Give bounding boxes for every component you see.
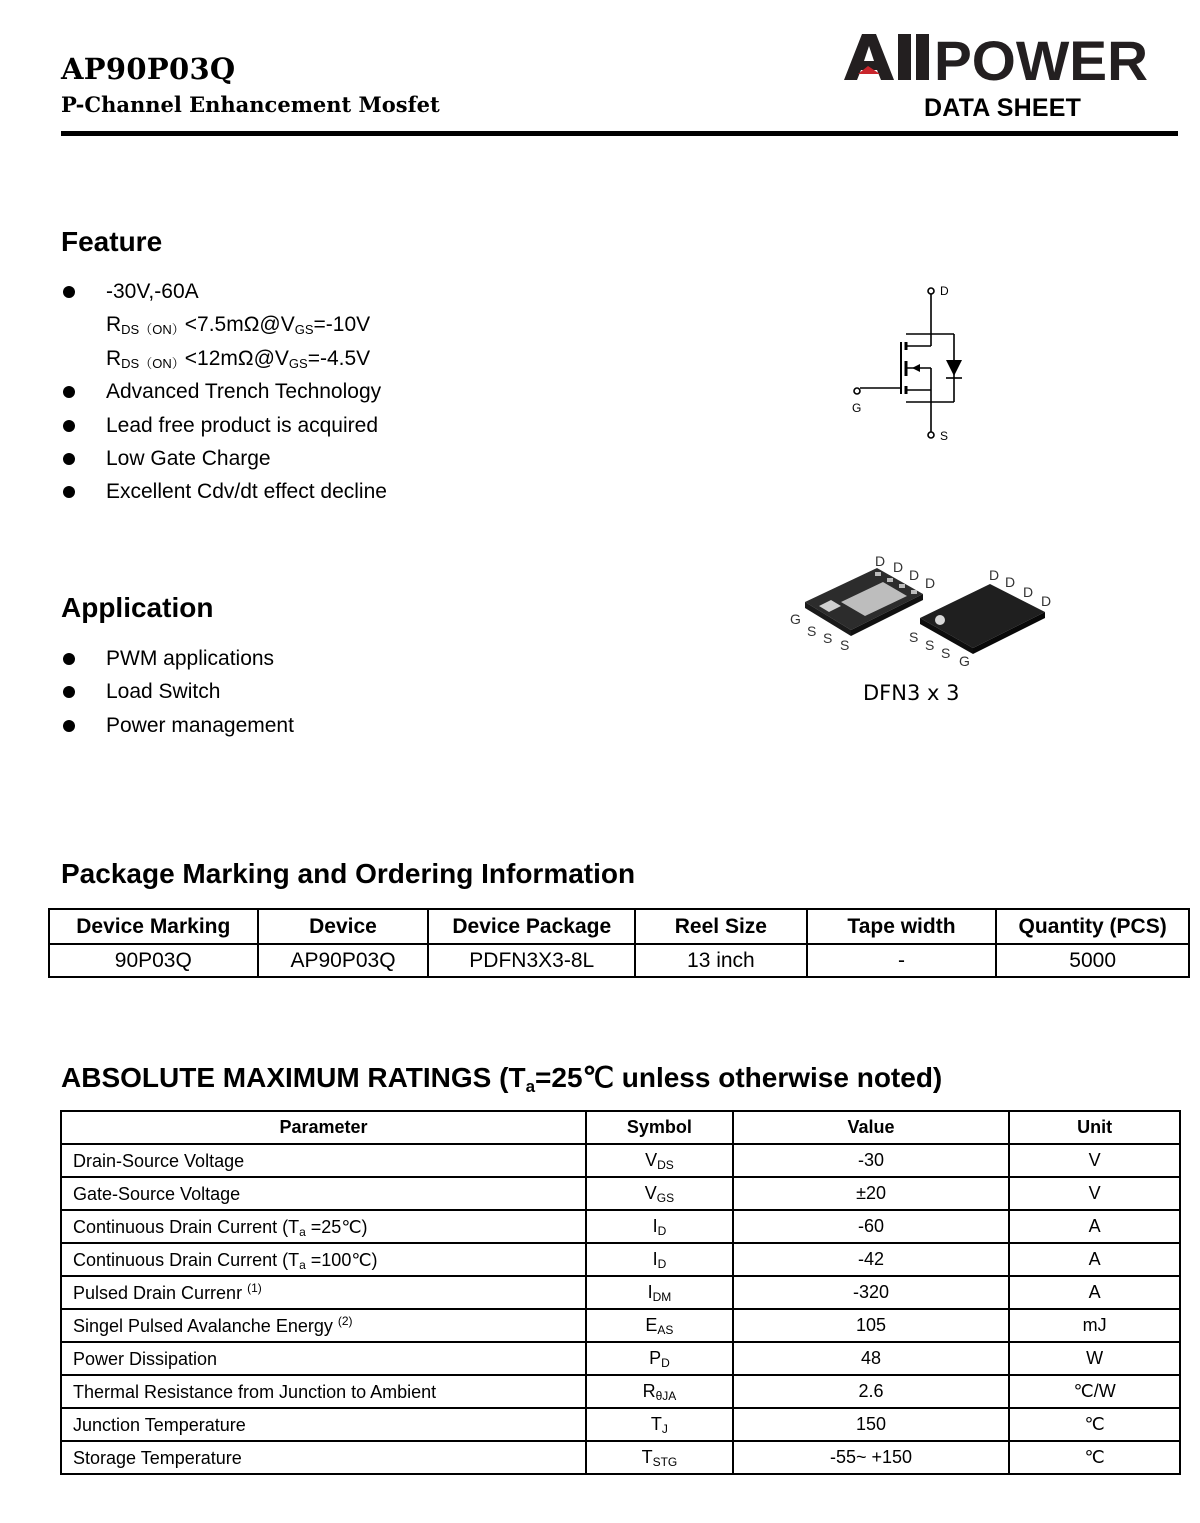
param-cell: Continuous Drain Current ($T_a$ =25℃) (61, 1210, 586, 1243)
list-item: Load Switch (61, 675, 661, 708)
package-caption: DFN3 x 3 (863, 681, 960, 705)
feature-list (61, 275, 661, 509)
table-row (61, 1408, 1180, 1441)
value-cell: -42 (733, 1243, 1009, 1276)
rds-spec-4v5: $R_{DS}(ON)<12m\Omega@V_{GS}=-4.5V$ (106, 346, 371, 371)
value-cell: ±20 (733, 1177, 1009, 1210)
table-row (61, 1243, 1180, 1276)
param-cell: Gate-Source Voltage (61, 1177, 586, 1210)
value-cell: -55~ +150 (733, 1441, 1009, 1474)
svg-text:S: S (840, 637, 850, 653)
unit-cell: A (1009, 1276, 1180, 1309)
table-row: 90P03Q AP90P03Q PDFN3X3-8L 13 inch - 5000 (49, 944, 1189, 977)
symbol-cell: $T_J$ (586, 1408, 733, 1441)
param-cell: Junction Temperature (61, 1408, 586, 1441)
bullet-icon (63, 420, 75, 432)
table-row (61, 1441, 1180, 1474)
symbol-cell: $R_{\theta JA}$ (586, 1375, 733, 1408)
svg-text:D: D (989, 567, 1000, 583)
value-cell: 2.6 (733, 1375, 1009, 1408)
unit-cell: A (1009, 1243, 1180, 1276)
rds-spec-10v: $R_{DS}(ON)<7.5m\Omega@V_{GS}=-10V$ (106, 313, 371, 338)
table-row (61, 1276, 1180, 1309)
param-cell: Continuous Drain Current ($T_a$ =100℃) (61, 1243, 586, 1276)
list-item: Excellent Cdv/dt effect decline (61, 475, 661, 508)
ratings-table (60, 1110, 1181, 1475)
svg-text:D: D (1005, 574, 1016, 590)
bullet-icon (63, 486, 75, 498)
bullet-icon (63, 720, 75, 732)
application-list (61, 642, 661, 742)
svg-text:D: D (909, 567, 920, 583)
brand-logo (844, 30, 1150, 86)
ordering-heading: Package Marking and Ordering Information (61, 858, 636, 889)
value-cell: -30 (733, 1144, 1009, 1177)
svg-text:S: S (940, 429, 949, 443)
param-cell: Thermal Resistance from Junction to Ambient (61, 1375, 586, 1408)
table-header-row: Parameter Symbol Value Unit (61, 1111, 1180, 1144)
svg-text:D: D (875, 553, 886, 569)
list-item: Low Gate Charge (61, 442, 661, 475)
bullet-icon (63, 453, 75, 465)
param-cell: Drain-Source Voltage (61, 1144, 586, 1177)
unit-cell: A (1009, 1210, 1180, 1243)
list-item: Power management (61, 709, 661, 742)
svg-text:S: S (909, 629, 919, 645)
unit-cell: ℃ (1009, 1441, 1180, 1474)
param-cell: Power Dissipation (61, 1342, 586, 1375)
table-header-row: Device Marking Device Device Package Reel Size Tape width Quantity (PCS) (49, 909, 1189, 944)
symbol-cell: $I_D$ (586, 1210, 733, 1243)
unit-cell: ℃ (1009, 1408, 1180, 1441)
svg-text:G: G (790, 611, 801, 627)
symbol-cell: $P_D$ (586, 1342, 733, 1375)
unit-cell: V (1009, 1144, 1180, 1177)
unit-cell: V (1009, 1177, 1180, 1210)
value-cell: 105 (733, 1309, 1009, 1342)
table-row (61, 1309, 1180, 1342)
list-item: -30V,-60A (61, 275, 661, 308)
symbol-cell: $E_{AS}$ (586, 1309, 733, 1342)
mosfet-symbol-icon (840, 280, 970, 445)
svg-text:G: G (852, 401, 862, 415)
header-rule (61, 131, 1178, 136)
svg-text:G: G (959, 653, 970, 669)
symbol-cell: $I_{DM}$ (586, 1276, 733, 1309)
unit-cell: W (1009, 1342, 1180, 1375)
list-item: Advanced Trench Technology (61, 375, 661, 408)
bullet-icon (63, 686, 75, 698)
table-row (61, 1144, 1180, 1177)
param-cell: Storage Temperature (61, 1441, 586, 1474)
svg-text:S: S (941, 645, 951, 661)
table-row (61, 1342, 1180, 1375)
ratings-heading: ABSOLUTE MAXIMUM RATINGS ($T_a=25℃$ unless otherwise noted) (61, 1062, 943, 1096)
part-number: AP90P03Q (61, 52, 236, 86)
value-cell: 150 (733, 1408, 1009, 1441)
application-heading: Application (61, 592, 214, 623)
unit-cell: mJ (1009, 1309, 1180, 1342)
svg-text:D: D (925, 575, 936, 591)
feature-heading: Feature (61, 226, 163, 257)
param-cell: Singel Pulsed Avalanche Energy $^{(2)}$ (61, 1309, 586, 1342)
bullet-icon (63, 386, 75, 398)
value-cell: -320 (733, 1276, 1009, 1309)
dfn-package-image (785, 550, 1060, 672)
list-item: Lead free product is acquired (61, 409, 661, 442)
symbol-cell: $V_{GS}$ (586, 1177, 733, 1210)
table-row (61, 1375, 1180, 1408)
brand-subtitle: DATA SHEET (924, 94, 1082, 122)
symbol-cell: $T_{STG}$ (586, 1441, 733, 1474)
svg-text:S: S (807, 623, 817, 639)
svg-text:D: D (1023, 584, 1034, 600)
unit-cell: ℃/W (1009, 1375, 1180, 1408)
bullet-icon (63, 286, 75, 298)
bullet-icon (63, 653, 75, 665)
param-cell: Pulsed Drain Currenr $^{(1)}$ (61, 1276, 586, 1309)
ordering-table (48, 908, 1190, 978)
symbol-cell: $V_{DS}$ (586, 1144, 733, 1177)
value-cell: 48 (733, 1342, 1009, 1375)
svg-text:D: D (893, 559, 904, 575)
table-row (61, 1210, 1180, 1243)
list-item: PWM applications (61, 642, 661, 675)
table-row (61, 1177, 1180, 1210)
svg-text:S: S (925, 637, 935, 653)
part-subtitle: P-Channel Enhancement Mosfet (61, 92, 440, 117)
svg-text:D: D (940, 284, 949, 298)
svg-text:S: S (823, 630, 833, 646)
value-cell: -60 (733, 1210, 1009, 1243)
svg-text:D: D (1041, 593, 1052, 609)
symbol-cell: $I_D$ (586, 1243, 733, 1276)
svg-text:POWER: POWER (934, 30, 1148, 86)
